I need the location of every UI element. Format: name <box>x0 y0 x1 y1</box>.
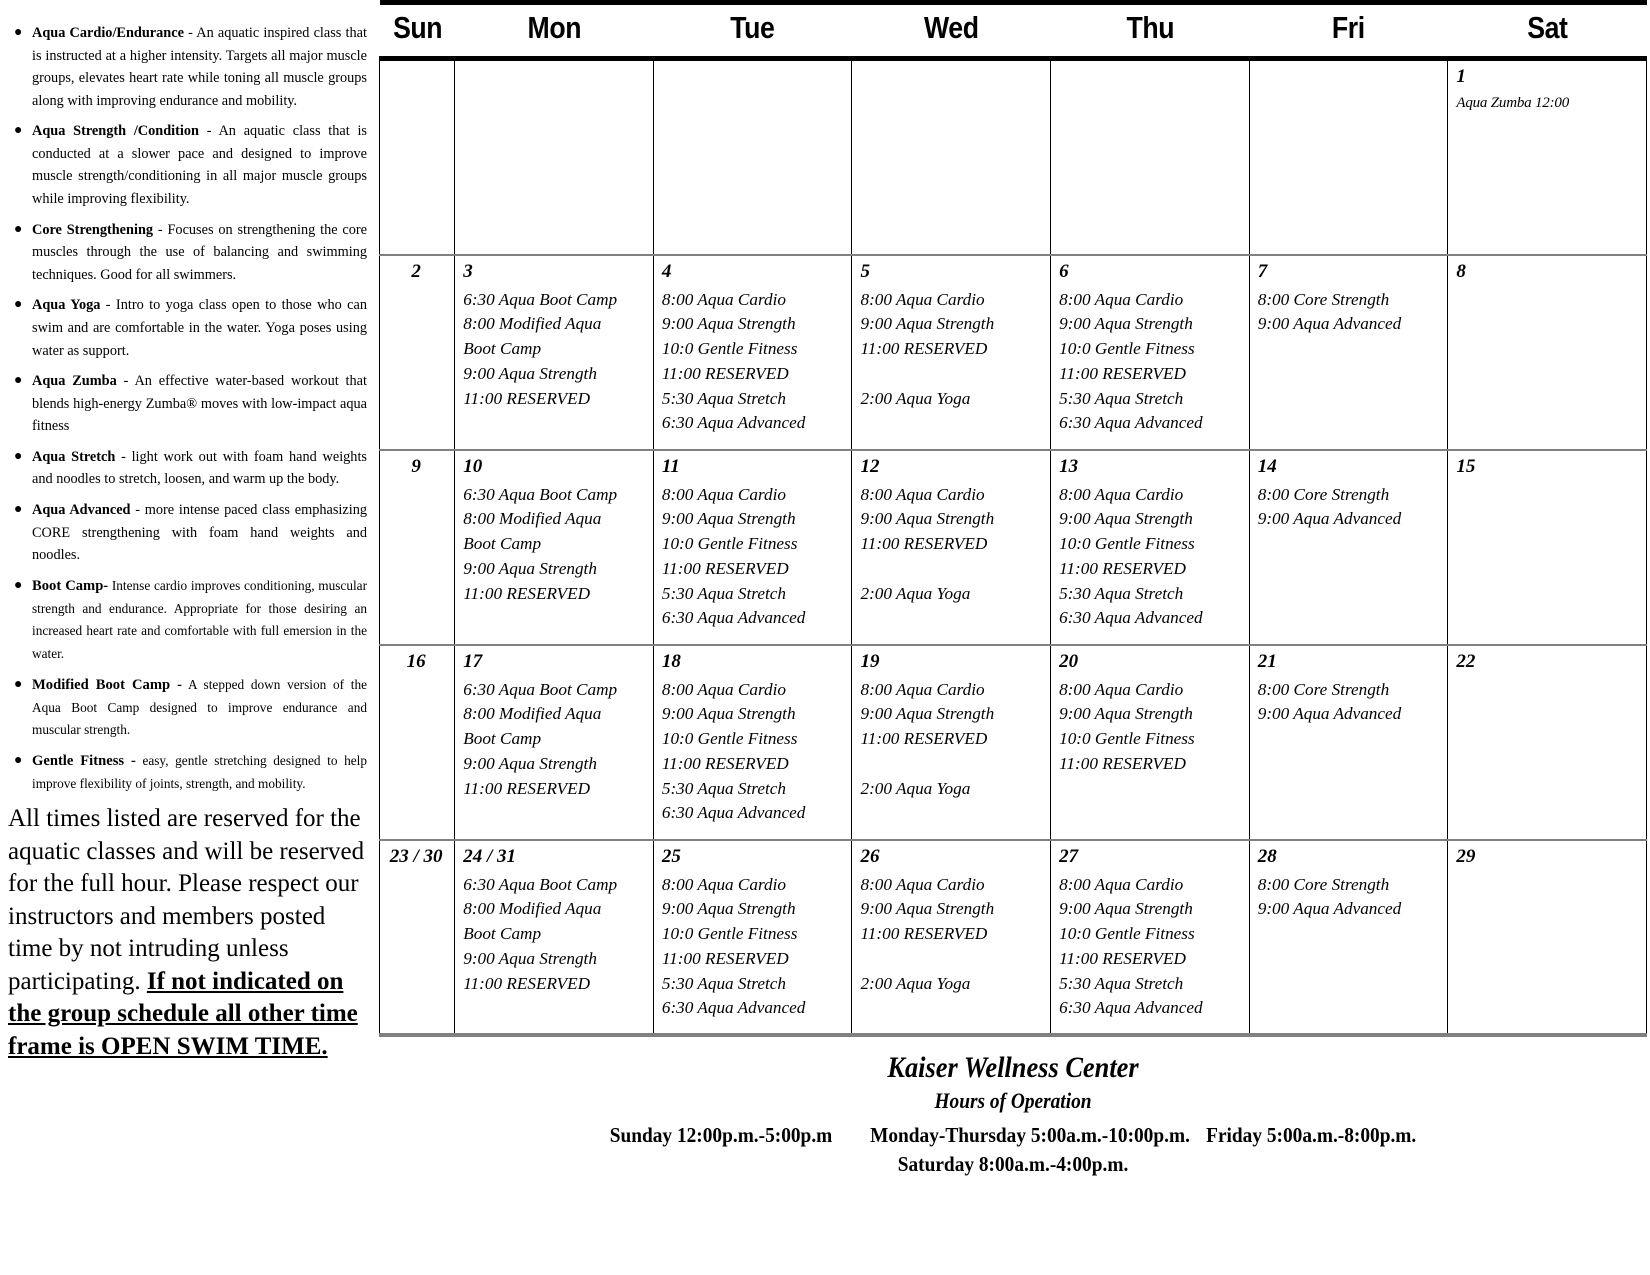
day-number: 11 <box>661 455 680 477</box>
day-event-item: 8:00 Aqua Cardio <box>860 874 985 894</box>
day-number: 6 <box>1059 260 1069 282</box>
day-event-item: 9:00 Aqua Strength <box>1059 509 1193 529</box>
day-number: 14 <box>1257 455 1277 477</box>
day-event-item: 9:00 Aqua Strength <box>860 509 995 529</box>
calendar-area <box>375 0 1650 1275</box>
class-description-item <box>8 22 367 112</box>
calendar-week-row <box>380 840 1647 1035</box>
day-event-list <box>1456 93 1642 115</box>
day-event-item: 9:00 Aqua Strength <box>661 314 796 334</box>
day-event-item: 10:0 Gentle Fitness <box>1059 339 1195 359</box>
weekday-header-thu: Thu <box>1065 3 1236 59</box>
calendar-day-cell[interactable] <box>653 450 852 645</box>
calendar-day-cell[interactable] <box>1448 645 1647 840</box>
class-description-item <box>8 219 367 287</box>
day-event-item: 6:30 Aqua Advanced <box>661 998 806 1018</box>
class-description-text: easy, gentle stretching designed to help improve flexibility of joints, strength, and mobility. <box>32 752 367 791</box>
day-event-list <box>463 873 649 997</box>
day-event-item: 9:00 Aqua Strength <box>860 314 995 334</box>
day-event-item: 8:00 Core Strength <box>1257 289 1390 309</box>
class-description-item <box>8 674 367 742</box>
day-event-item: 9:00 Aqua Strength <box>1059 704 1193 724</box>
class-description-item <box>8 499 367 567</box>
class-description-text: - Focuses on strengthening the core muscles through the use of balancing and swimming techniques. Good for all swimmers. <box>32 221 367 283</box>
day-number: 21 <box>1257 650 1277 672</box>
day-event-item: 8:00 Core Strength <box>1257 874 1390 894</box>
day-event-item: 11:00 RESERVED <box>860 924 988 944</box>
hours-sunday: Sunday 12:00p.m.-5:00p.m <box>609 1122 833 1147</box>
day-event-item: 9:00 Aqua Strength <box>661 704 796 724</box>
calendar-day-cell[interactable] <box>1249 59 1448 255</box>
bullet-icon: ● <box>14 297 23 313</box>
day-number: 2 <box>411 260 421 282</box>
class-description-text: - more intense paced class emphasizing CORE strengthening with foam hand weights and noodles. <box>32 501 367 564</box>
calendar-day-cell[interactable] <box>1051 645 1250 840</box>
day-number: 24 / 31 <box>463 845 517 867</box>
calendar-day-cell[interactable] <box>380 59 455 255</box>
day-event-item: 11:00 RESERVED <box>463 973 591 993</box>
monthly-schedule-table <box>379 0 1647 1037</box>
day-number: 22 <box>1456 650 1476 672</box>
day-event-item: 8:00 Core Strength <box>1257 484 1390 504</box>
day-event-list <box>860 483 1046 607</box>
class-description-text: Intense cardio improves conditioning, muscular strength and endurance. Appropriate for those desiring an increased heart rate and comfortable with full emersion in the water. <box>32 577 367 661</box>
day-event-item: 5:30 Aqua Stretch <box>661 973 786 993</box>
day-event-item: 10:0 Gentle Fitness <box>1059 924 1195 944</box>
class-name: Aqua Stretch <box>32 448 116 465</box>
day-event-item: 9:00 Aqua Strength <box>661 509 796 529</box>
weekday-header-row <box>380 3 1647 59</box>
calendar-day-cell[interactable] <box>1249 450 1448 645</box>
calendar-day-cell[interactable] <box>1448 840 1647 1035</box>
class-name: Aqua Cardio/Endurance <box>32 25 184 41</box>
day-event-item: 5:30 Aqua Stretch <box>1059 583 1184 603</box>
calendar-day-cell[interactable] <box>1249 840 1448 1035</box>
day-event-item: 11:00 RESERVED <box>661 948 789 968</box>
day-event-item: 8:00 Aqua Cardio <box>860 289 985 309</box>
calendar-day-cell[interactable] <box>455 840 654 1035</box>
day-event-item: 2:00 Aqua Yoga <box>860 778 971 798</box>
class-descriptions-sidebar <box>0 0 375 1275</box>
day-number: 23 / 30 <box>389 845 443 867</box>
day-event-item: 5:30 Aqua Stretch <box>1059 973 1184 993</box>
day-number: 5 <box>860 260 870 282</box>
class-description-item <box>8 446 367 491</box>
class-description-item <box>8 370 367 438</box>
day-event-item: 10:0 Gentle Fitness <box>661 729 798 749</box>
bullet-icon: ● <box>14 448 23 464</box>
day-number: 7 <box>1257 260 1268 282</box>
day-event-list <box>1258 678 1444 728</box>
calendar-body <box>380 59 1647 1035</box>
day-event-list <box>860 288 1046 412</box>
day-number: 13 <box>1059 455 1079 477</box>
hours-line-2 <box>442 1150 1583 1179</box>
day-event-item: 9:00 Aqua Strength <box>661 899 796 919</box>
day-event-item: 8:00 Aqua Cardio <box>1059 679 1184 699</box>
day-event-item: 11:00 RESERVED <box>860 534 988 554</box>
day-number: 17 <box>463 650 483 672</box>
calendar-day-cell[interactable] <box>380 645 455 840</box>
class-description-item <box>8 575 367 666</box>
calendar-day-cell[interactable] <box>852 450 1051 645</box>
hours-monday-thursday: Monday-Thursday 5:00a.m.-10:00p.m. <box>870 1122 1190 1147</box>
class-description-text: - An aquatic class that is conducted at a slower pace and designed to improve muscle strength/conditioning in all major muscle groups while improving flexibility. <box>32 123 368 208</box>
class-name: Modified Boot Camp - <box>32 676 182 693</box>
day-number: 29 <box>1456 845 1476 867</box>
calendar-day-cell[interactable] <box>653 255 852 450</box>
day-event-item: 9:00 Aqua Strength <box>463 948 597 968</box>
day-event-item: 9:00 Aqua Strength <box>860 704 995 724</box>
class-description-item <box>8 294 367 362</box>
class-name: Aqua Advanced <box>32 501 131 518</box>
class-description-text: - An aquatic inspired class that is instructed at a higher intensity. Targets all major muscle groups, elevates heart rate while toning all muscle groups along with improving endurance and mobility. <box>32 25 367 109</box>
day-event-list <box>860 678 1046 802</box>
calendar-week-row <box>380 645 1647 840</box>
day-event-item: 11:00 RESERVED <box>1059 948 1186 968</box>
day-event-list <box>1258 483 1444 533</box>
day-event-item: 11:00 RESERVED <box>1059 363 1186 383</box>
class-name: Aqua Yoga <box>32 297 101 314</box>
calendar-day-cell[interactable] <box>1448 59 1647 255</box>
day-event-list <box>860 873 1046 997</box>
calendar-day-cell[interactable] <box>852 645 1051 840</box>
day-event-item: 9:00 Aqua Advanced <box>1257 899 1402 919</box>
day-event-list <box>662 873 848 1022</box>
day-number: 28 <box>1257 845 1277 867</box>
day-event-item: 2:00 Aqua Yoga <box>860 973 971 993</box>
day-event-item: 11:00 RESERVED <box>860 339 988 359</box>
day-event-item: 11:00 RESERVED <box>661 753 789 773</box>
day-event-item: 9:00 Aqua Strength <box>463 753 597 773</box>
day-event-item: 9:00 Aqua Advanced <box>1257 314 1402 334</box>
day-number: 26 <box>860 845 880 867</box>
class-name: Gentle Fitness - <box>32 752 136 769</box>
day-number: 4 <box>661 260 672 282</box>
calendar-week-row <box>380 59 1647 255</box>
day-event-item: 8:00 Aqua Cardio <box>860 484 985 504</box>
day-event-item: 8:00 Modified Aqua <box>463 704 602 724</box>
day-event-item: 9:00 Aqua Strength <box>463 363 597 383</box>
calendar-day-cell[interactable] <box>1051 840 1250 1035</box>
calendar-day-cell[interactable] <box>380 450 455 645</box>
class-description-list <box>8 22 367 795</box>
weekday-header-mon: Mon <box>469 3 640 59</box>
day-event-list <box>1258 873 1444 923</box>
day-event-list <box>1059 483 1245 632</box>
calendar-day-cell[interactable] <box>380 840 455 1035</box>
day-event-item: 6:30 Aqua Advanced <box>661 608 806 628</box>
day-number: 15 <box>1456 455 1476 477</box>
facility-footer <box>379 1051 1647 1179</box>
day-event-item: 6:30 Aqua Advanced <box>661 413 806 433</box>
class-description-text: - Intro to yoga class open to those who can swim and are comfortable in the water. Yoga poses using water as support. <box>32 297 367 359</box>
day-event-item: 8:00 Aqua Cardio <box>661 679 786 699</box>
day-event-item: 8:00 Aqua Cardio <box>1059 484 1184 504</box>
class-name: Boot Camp- <box>32 577 109 594</box>
class-description-text: A stepped down version of the Aqua Boot Camp designed to improve endurance and muscular strength. <box>32 676 367 738</box>
class-name: Aqua Zumba <box>32 373 117 390</box>
day-event-item: Boot Camp <box>463 924 542 944</box>
day-number: 9 <box>411 455 421 477</box>
hours-friday: Friday 5:00a.m.-8:00p.m. <box>1206 1122 1417 1147</box>
day-event-item: 8:00 Aqua Cardio <box>661 874 786 894</box>
calendar-day-cell[interactable] <box>653 645 852 840</box>
class-description-text: - light work out with foam hand weights and noodles to stretch, loosen, and warm up the body. <box>32 448 367 488</box>
weekday-header-fri: Fri <box>1263 3 1434 59</box>
day-event-item: 9:00 Aqua Strength <box>1059 899 1193 919</box>
day-event-item: 8:00 Aqua Cardio <box>1059 874 1184 894</box>
day-event-item: 11:00 RESERVED <box>463 778 591 798</box>
day-number: 12 <box>860 455 880 477</box>
day-event-item: 8:00 Modified Aqua <box>463 314 602 334</box>
day-event-item: 8:00 Core Strength <box>1257 679 1390 699</box>
day-event-item: 8:00 Aqua Cardio <box>661 289 786 309</box>
day-event-item: Aqua Zumba 12:00 <box>1456 95 1569 111</box>
day-event-item: 10:0 Gentle Fitness <box>661 339 798 359</box>
calendar-day-cell[interactable] <box>455 645 654 840</box>
day-event-item: 6:30 Aqua Boot Camp <box>463 679 618 699</box>
day-number: 25 <box>661 845 681 867</box>
day-event-item: 11:00 RESERVED <box>661 363 789 383</box>
day-event-item: 11:00 RESERVED <box>463 388 591 408</box>
calendar-day-cell[interactable] <box>653 840 852 1035</box>
weekday-header-sun: Sun <box>385 3 450 59</box>
day-event-item: 8:00 Aqua Cardio <box>860 679 985 699</box>
calendar-day-cell[interactable] <box>653 59 852 255</box>
day-event-list <box>463 483 649 607</box>
day-event-item: 8:00 Modified Aqua <box>463 509 602 529</box>
facility-name: Kaiser Wellness Center <box>887 1050 1139 1084</box>
day-event-list <box>662 483 848 632</box>
calendar-day-cell[interactable] <box>1051 59 1250 255</box>
day-event-item: 6:30 Aqua Boot Camp <box>463 484 618 504</box>
day-event-item: 8:00 Aqua Cardio <box>1059 289 1184 309</box>
day-event-item: Boot Camp <box>463 534 542 554</box>
day-event-item: 6:30 Aqua Advanced <box>1059 608 1203 628</box>
calendar-day-cell[interactable] <box>455 255 654 450</box>
day-event-item: Boot Camp <box>463 339 542 359</box>
day-number: 20 <box>1059 650 1079 672</box>
day-event-item: 5:30 Aqua Stretch <box>1059 388 1184 408</box>
day-event-list <box>662 678 848 827</box>
day-event-list <box>1059 288 1245 437</box>
day-event-list <box>463 288 649 412</box>
day-event-item: Boot Camp <box>463 729 542 749</box>
calendar-week-row <box>380 450 1647 645</box>
class-name: Aqua Strength /Condition <box>32 123 199 140</box>
hours-of-operation-lines <box>442 1121 1583 1179</box>
day-number: 8 <box>1456 260 1466 282</box>
day-event-item: 2:00 Aqua Yoga <box>860 388 971 408</box>
day-number: 3 <box>463 260 473 282</box>
class-name: Core Strengthening <box>32 221 154 238</box>
day-event-item: 6:30 Aqua Boot Camp <box>463 289 618 309</box>
day-number: 1 <box>1456 66 1466 87</box>
calendar-day-cell[interactable] <box>1051 255 1250 450</box>
class-description-item <box>8 120 367 210</box>
day-event-item: 11:00 RESERVED <box>860 729 988 749</box>
day-event-list <box>662 288 848 437</box>
day-number: 10 <box>463 455 483 477</box>
bullet-icon: ● <box>14 123 23 139</box>
day-event-item: 11:00 RESERVED <box>463 583 591 603</box>
hours-line-1 <box>442 1121 1583 1150</box>
bullet-icon: ● <box>14 221 23 237</box>
bullet-icon: ● <box>14 373 23 389</box>
day-event-item: 9:00 Aqua Strength <box>860 899 995 919</box>
hours-of-operation-label: Hours of Operation <box>934 1088 1092 1113</box>
calendar-day-cell[interactable] <box>852 840 1051 1035</box>
day-event-list <box>463 678 649 802</box>
calendar-day-cell[interactable] <box>380 255 455 450</box>
day-event-item: 6:30 Aqua Advanced <box>1059 413 1203 433</box>
calendar-day-cell[interactable] <box>852 59 1051 255</box>
day-event-item: 6:30 Aqua Boot Camp <box>463 874 618 894</box>
bullet-icon: ● <box>14 752 23 768</box>
calendar-day-cell[interactable] <box>1448 255 1647 450</box>
day-event-item: 9:00 Aqua Strength <box>1059 314 1193 334</box>
day-number: 18 <box>661 650 681 672</box>
calendar-day-cell[interactable] <box>852 255 1051 450</box>
calendar-day-cell[interactable] <box>1249 645 1448 840</box>
calendar-day-cell[interactable] <box>1249 255 1448 450</box>
day-event-item: 11:00 RESERVED <box>1059 558 1186 578</box>
calendar-day-cell[interactable] <box>455 450 654 645</box>
day-event-item: 10:0 Gentle Fitness <box>1059 729 1195 749</box>
day-event-item: 8:00 Modified Aqua <box>463 899 602 919</box>
day-event-item: 10:0 Gentle Fitness <box>661 924 798 944</box>
day-event-item: 9:00 Aqua Advanced <box>1257 509 1402 529</box>
day-event-item: 5:30 Aqua Stretch <box>661 583 786 603</box>
calendar-header <box>380 3 1647 59</box>
day-event-item: 11:00 RESERVED <box>661 558 789 578</box>
day-event-item: 10:0 Gentle Fitness <box>1059 534 1195 554</box>
class-description-item <box>8 750 367 796</box>
bullet-icon: ● <box>14 25 23 40</box>
notice-plain-text: All times listed are reserved for the aquatic classes and will be reserved for the full hour. Please respect our instructors and members posted time by not intruding unless participating. <box>8 805 365 995</box>
bullet-icon: ● <box>14 577 23 593</box>
day-number: 19 <box>860 650 880 672</box>
day-event-item: 9:00 Aqua Advanced <box>1257 704 1402 724</box>
day-event-item: 6:30 Aqua Advanced <box>661 803 806 823</box>
day-event-item: 9:00 Aqua Strength <box>463 558 597 578</box>
day-number: 27 <box>1059 845 1079 867</box>
day-event-item: 2:00 Aqua Yoga <box>860 583 971 603</box>
day-event-item: 5:30 Aqua Stretch <box>661 388 786 408</box>
notice-emphasized-text: If not indicated on the group schedule all other time frame is OPEN SWIM TIME. <box>8 967 358 1060</box>
day-event-item: 8:00 Aqua Cardio <box>661 484 786 504</box>
bullet-icon: ● <box>14 501 23 517</box>
day-event-item: 10:0 Gentle Fitness <box>661 534 798 554</box>
day-event-list <box>1059 873 1245 1022</box>
calendar-week-row <box>380 255 1647 450</box>
calendar-day-cell[interactable] <box>1051 450 1250 645</box>
open-swim-notice <box>8 803 367 1063</box>
weekday-header-tue: Tue <box>667 3 838 59</box>
calendar-day-cell[interactable] <box>1448 450 1647 645</box>
bullet-icon: ● <box>14 676 23 692</box>
hours-saturday: Saturday 8:00a.m.-4:00p.m. <box>897 1151 1129 1176</box>
weekday-header-wed: Wed <box>866 3 1037 59</box>
day-event-list <box>1059 678 1245 777</box>
day-event-list <box>1258 288 1444 338</box>
class-description-text: - An effective water-based workout that blends high-energy Zumba® moves with low-impact aqua fitness <box>32 373 367 435</box>
day-event-item: 11:00 RESERVED <box>1059 753 1186 773</box>
weekday-header-sat: Sat <box>1462 3 1633 59</box>
calendar-day-cell[interactable] <box>455 59 654 255</box>
day-event-item: 5:30 Aqua Stretch <box>661 778 786 798</box>
day-number: 16 <box>406 650 426 672</box>
day-event-item: 6:30 Aqua Advanced <box>1059 998 1203 1018</box>
